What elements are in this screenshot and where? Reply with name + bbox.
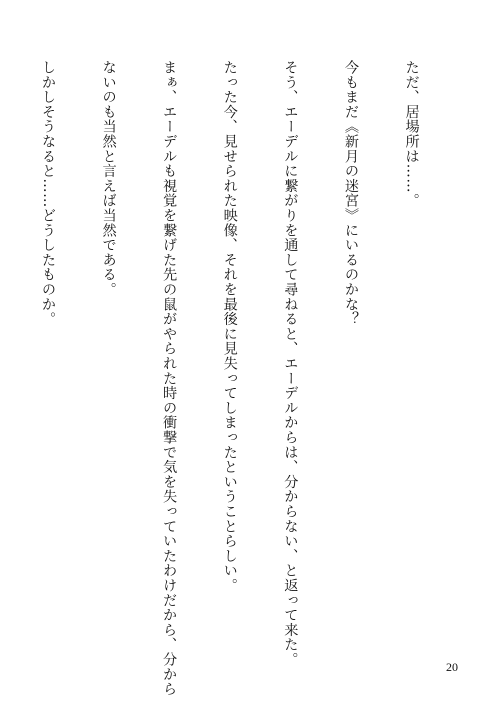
text-line: ないのも当然と言えば当然である。: [100, 60, 117, 297]
text-line: ただ、居場所は……。: [403, 60, 420, 208]
text-line: 今もまだ《新月の迷宮》にいるのかな？: [342, 60, 359, 327]
text-line: たった今、見せられた映像、それを最後に見失ってしまったということらしい。: [221, 60, 238, 593]
text-line: そう、エーデルに繋がりを通して尋ねると、エーデルからは、分からない、と返って来た。: [282, 60, 299, 667]
text-line: まぁ、エーデルも視覚を繋げた先の鼠がやられた時の衝撃で気を失っていたわけだから、分から: [161, 60, 178, 697]
text-line: しかしそうなると……どうしたものか。: [39, 60, 56, 327]
page-number: 20: [446, 660, 458, 674]
